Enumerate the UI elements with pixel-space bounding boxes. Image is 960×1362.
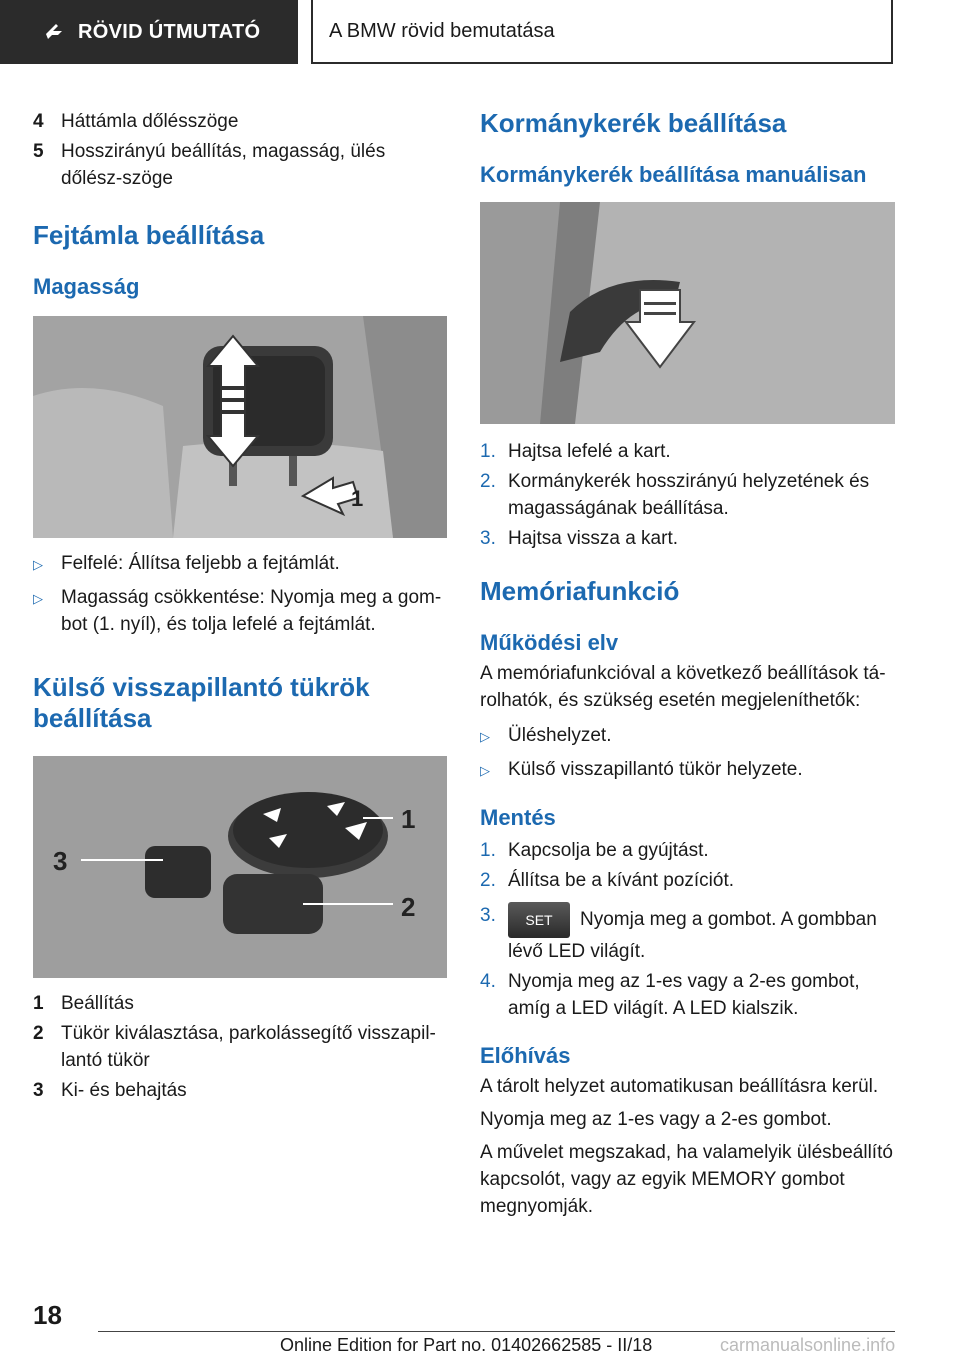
triangle-bullet-icon: ▷	[480, 763, 490, 778]
list-item	[480, 968, 895, 1022]
list-item	[480, 902, 895, 965]
list-item	[480, 837, 895, 864]
item-number: 2	[33, 1023, 44, 1044]
heading-headrest: Fejtámla beállítása	[33, 220, 265, 250]
heading-principle: Működési elv	[480, 630, 619, 655]
step-number: 2.	[480, 471, 496, 492]
step-number: 3.	[480, 905, 496, 926]
list-item	[33, 108, 447, 135]
tab-section-title[interactable]	[311, 0, 893, 64]
step-text: Kapcsolja be a gyújtást.	[508, 840, 709, 861]
bullet-text: Külső visszapillantó tükör helyzete.	[508, 759, 803, 780]
heading-mirrors: Külső visszapillantó tükrök beállítása	[33, 672, 370, 733]
triangle-bullet-icon: ▷	[480, 729, 490, 744]
list-item	[480, 438, 895, 465]
item-text: Beállítás	[61, 993, 134, 1014]
item-number: 1	[33, 993, 44, 1014]
page-number: 18	[33, 1300, 62, 1330]
list-item	[33, 550, 447, 578]
step-text-body: Nyomja meg a gombot. A gombban lévő LED világít.	[508, 909, 877, 962]
list-item	[480, 722, 895, 750]
step-number: 2.	[480, 870, 496, 891]
step-text: Állítsa be a kívánt pozíciót.	[508, 870, 735, 891]
item-text: Háttámla dőlésszöge	[61, 111, 239, 132]
steering-steps	[480, 438, 895, 552]
list-item	[480, 756, 895, 784]
heading-memory: Memóriafunkció	[480, 576, 680, 606]
list-item	[480, 468, 895, 522]
recall-text: Nyomja meg az 1-es vagy a 2-es gombot.	[480, 1109, 832, 1130]
step-text: Hajtsa vissza a kart.	[508, 528, 678, 549]
heading-height: Magasság	[33, 274, 140, 299]
principle-text: A memóriafunkcióval a következő beállítások tá‐rolhatók, és szükség esetén megjeleníthetők:	[480, 663, 886, 711]
triangle-bullet-icon: ▷	[33, 557, 43, 572]
figure-label: 1	[401, 804, 416, 834]
tab-quick-guide[interactable]	[0, 0, 298, 64]
triangle-bullet-icon: ▷	[33, 591, 43, 606]
step-number: 1.	[480, 441, 496, 462]
left-column	[33, 108, 447, 1107]
mirror-switch-image	[33, 756, 447, 978]
item-text: Tükör kiválasztása, parkolássegítő visszapil‐lantó tükör	[61, 1023, 436, 1071]
step-text: Kormánykerék hosszirányú helyzetének és magasságának beállítása.	[508, 471, 870, 519]
item-number: 5	[33, 141, 44, 162]
bullet-text: Magasság csökkentése: Nyomja meg a gom‐bot (1. nyíl), és tolja lefelé a fejtámlát.	[61, 587, 442, 635]
figure-label: 2	[401, 892, 416, 922]
heading-recall: Előhívás	[480, 1043, 571, 1068]
set-button-icon: SET	[508, 902, 570, 938]
memory-bullets	[480, 722, 895, 784]
watermark: carmanualsonline.info	[720, 1335, 896, 1355]
tab-quick-guide-label: RÖVID ÚTMUTATÓ	[78, 20, 261, 43]
steering-lever-image	[480, 202, 895, 424]
step-text: Nyomja meg az 1-es vagy a 2-es gombot, amíg a LED világít. A LED kialszik.	[508, 971, 860, 1019]
seat-adjust-list	[33, 108, 447, 192]
item-number: 3	[33, 1080, 44, 1101]
right-column	[480, 108, 895, 1220]
footer-divider	[98, 1331, 895, 1332]
heading-steering-wheel: Kormánykerék beállítása	[480, 108, 787, 138]
list-item	[33, 138, 447, 192]
list-item	[33, 1077, 447, 1104]
recall-text: A tárolt helyzet automatikusan beállításra kerül.	[480, 1076, 879, 1097]
list-item	[33, 1020, 447, 1074]
bullet-text: Felfelé: Állítsa feljebb a fejtámlát.	[61, 553, 340, 574]
heading-steering-manual: Kormánykerék beállítása manuálisan	[480, 162, 867, 187]
recall-text: A művelet megszakad, ha valamelyik ülésbeállító kapcsolót, vagy az egyik MEMORY gombot megnyomják.	[480, 1142, 893, 1217]
bullet-text: Üléshelyzet.	[508, 725, 612, 746]
figure-label: 1	[351, 486, 364, 511]
mirror-legend	[33, 990, 447, 1104]
step-number: 3.	[480, 528, 496, 549]
section-title: A BMW rövid bemutatása	[329, 19, 555, 42]
step-text: Hajtsa lefelé a kart.	[508, 441, 671, 462]
item-number: 4	[33, 111, 44, 132]
item-text: Ki- és behajtás	[61, 1080, 187, 1101]
step-number: 4.	[480, 971, 496, 992]
figure-label: 3	[53, 846, 68, 876]
list-item	[33, 584, 447, 638]
edition-text: Online Edition for Part no. 01402662585 - II/18	[280, 1335, 653, 1355]
headrest-image	[33, 316, 447, 538]
list-item	[480, 525, 895, 552]
bookmark-icon	[44, 22, 64, 42]
heading-save: Mentés	[480, 805, 556, 830]
list-item	[480, 867, 895, 894]
list-item	[33, 990, 447, 1017]
item-text: Hosszirányú beállítás, magasság, ülés dőlész‐szöge	[61, 141, 386, 189]
headrest-instructions	[33, 550, 447, 638]
step-text	[508, 902, 895, 965]
save-steps	[480, 837, 895, 1022]
step-number: 1.	[480, 840, 496, 861]
